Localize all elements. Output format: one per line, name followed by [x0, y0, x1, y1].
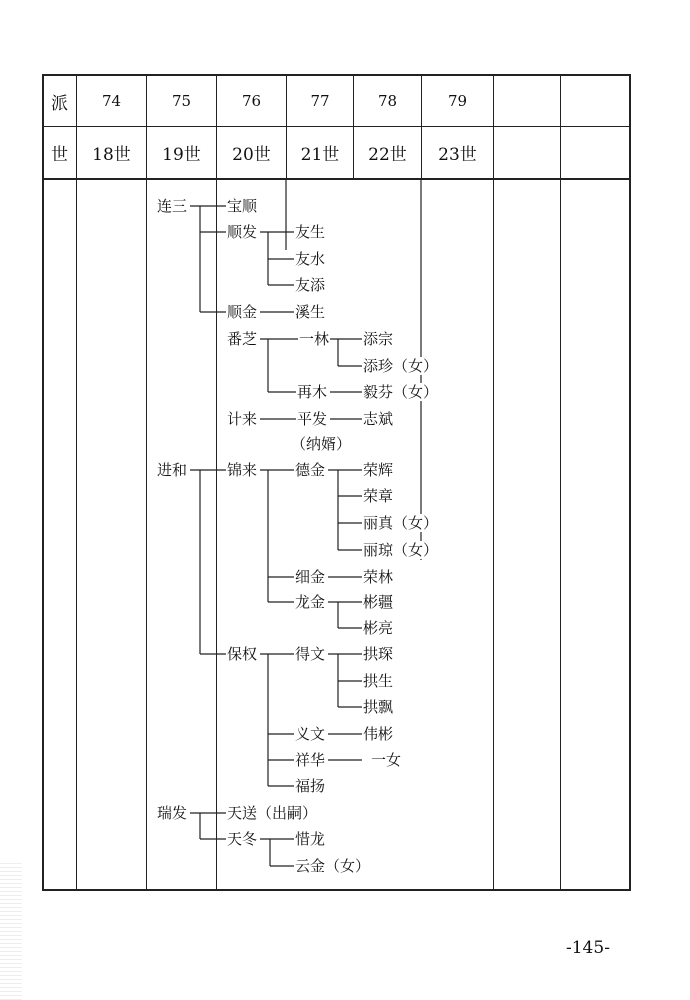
generation-label: 23世 — [438, 145, 477, 165]
header-label-shi: 世 — [51, 145, 68, 165]
person-name: 添珍（女） — [363, 357, 439, 375]
person-name: 瑞发 — [157, 804, 188, 822]
person-name: 拱生 — [363, 672, 394, 690]
person-name: 福扬 — [295, 777, 326, 795]
person-name: 惜龙 — [295, 830, 326, 848]
pai-number: 78 — [377, 92, 398, 110]
person-name: 德金 — [295, 461, 326, 479]
pai-number: 77 — [310, 92, 330, 110]
person-name: 保权 — [227, 645, 258, 663]
header-label-pai: 派 — [51, 93, 68, 114]
person-name: 丽真（女） — [363, 514, 439, 532]
person-name: 得文 — [295, 645, 326, 663]
person-name: 天送（出嗣） — [227, 804, 318, 822]
person-name: 彬疆 — [363, 593, 394, 611]
pai-number: 79 — [447, 92, 468, 110]
person-name: 云金（女） — [295, 857, 371, 875]
person-name: 伟彬 — [363, 725, 394, 743]
person-name: 番芝 — [227, 330, 258, 348]
generation-label: 21世 — [300, 145, 340, 165]
person-name: 荣辉 — [363, 461, 394, 479]
person-name: 荣章 — [363, 487, 394, 505]
person-name: 天冬 — [227, 830, 258, 848]
pai-number: 74 — [101, 92, 122, 110]
pai-number: 76 — [241, 92, 262, 110]
person-name: 细金 — [295, 568, 326, 586]
person-name: 友水 — [295, 250, 326, 268]
person-name: 顺金 — [227, 303, 258, 321]
person-name: 祥华 — [295, 751, 326, 769]
person-name-note: （纳婿） — [291, 435, 352, 453]
page-number: -145- — [566, 938, 610, 958]
person-name: 毅芬（女） — [363, 383, 439, 401]
person-name: 顺发 — [227, 223, 258, 241]
person-name: 一女 — [371, 751, 402, 769]
person-name: 溪生 — [295, 303, 326, 321]
person-name: 彬亮 — [363, 619, 394, 637]
person-name: 一林 — [299, 330, 330, 348]
person-name: 进和 — [157, 461, 188, 479]
person-name: 友生 — [295, 223, 326, 241]
person-name: 再木 — [297, 383, 328, 401]
pai-number: 75 — [171, 92, 192, 110]
person-name: 志斌 — [363, 410, 394, 428]
person-name: 宝顺 — [227, 197, 258, 215]
person-name: 拱琛 — [363, 645, 394, 663]
person-name: 拱飘 — [363, 698, 394, 716]
person-name: 荣林 — [363, 568, 394, 586]
generation-label: 19世 — [162, 145, 201, 165]
person-name: 连三 — [157, 197, 188, 215]
generation-label: 18世 — [92, 145, 131, 165]
person-name: 锦来 — [227, 461, 258, 479]
person-name: 计来 — [227, 410, 258, 428]
person-name: 龙金 — [295, 593, 326, 611]
person-name: 友添 — [295, 276, 326, 294]
generation-label: 22世 — [368, 145, 407, 165]
person-name: 义文 — [295, 725, 326, 743]
person-name: 添宗 — [363, 330, 394, 348]
person-name: 丽琼（女） — [363, 541, 439, 559]
person-name: 平发 — [297, 410, 328, 428]
generation-label: 20世 — [232, 145, 271, 165]
